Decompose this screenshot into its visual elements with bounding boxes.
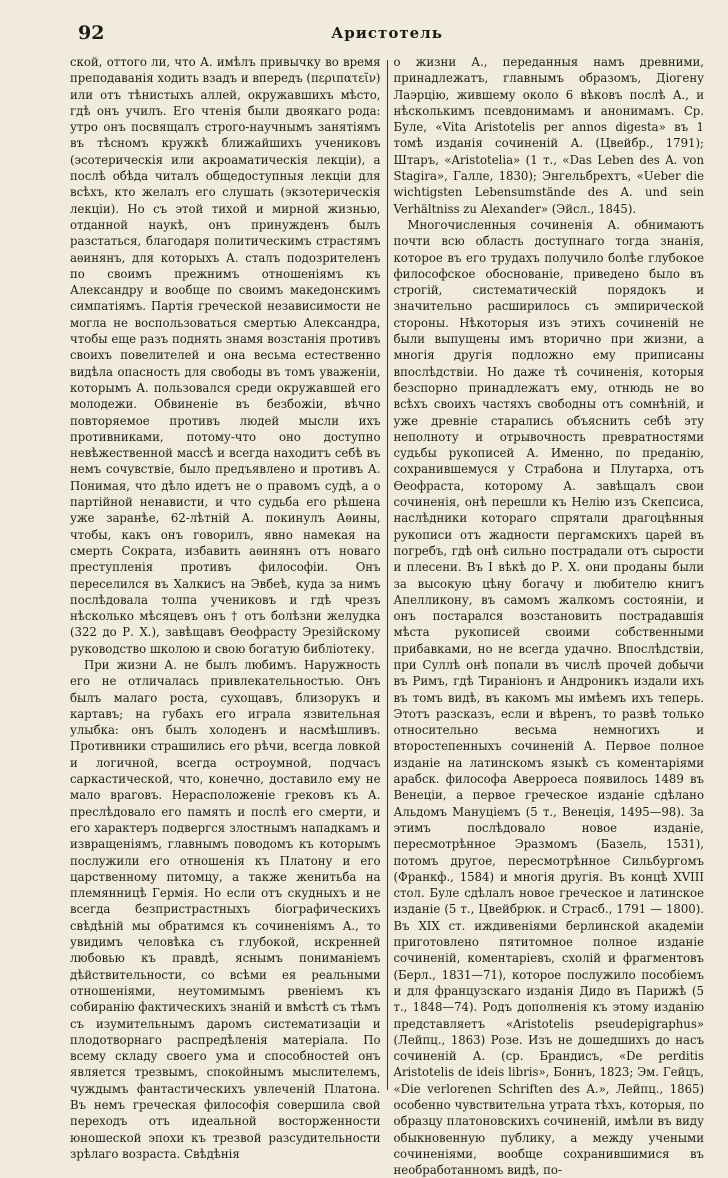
left-column [70, 54, 387, 1161]
right-column [388, 54, 705, 1178]
text-columns [70, 54, 704, 1178]
page-number: 92 [78, 22, 105, 44]
paragraph: При жизни А. не былъ любимъ. Наружность его не отличалась привлекательностью. Онъ былъ малаго роста, сухощавъ, близорукъ и картавъ; на губахъ его играла язвительная улыбка: онъ былъ холоденъ и насмѣшливъ. Противники страшились его рѣчи, всегда ловкой и логичной, всегда остроумной, подчасъ саркастической, что, конечно, доставило ему не мало враговъ. Нерасположеніе грековъ къ А. преслѣдовало его память и послѣ его смерти, и его характеръ подвергся злостнымъ нападкамъ и извращеніямъ, главнымъ поводомъ къ которымъ послужили его отношенія къ Платону и его царственному питомцу, а также женитьба на племянницѣ Гермія. Но если отъ скудныхъ и не всегда безпристрастныхъ біографическихъ свѣдѣній мы обратимся къ сочиненіямъ А., то увидимъ человѣка съ глубокой, искренней любовью къ правдѣ, яснымъ пониманіемъ дѣйствительности, со всѣми ея реальными отношеніями, неутомимымъ рвеніемъ къ собиранію фактическихъ знаній и вмѣстѣ съ тѣмъ съ изумительнымъ даромъ систематизаціи и плодотворнаго распредѣленія матеріала. По всему складу своего ума и способностей онъ является трезвымъ, спокойнымъ мыслителемъ, чуждымъ фантастическихъ увлеченій Платона. Въ немъ греческая философія совершила свой переходъ отъ идеальной восторженности юношеской эпохи къ трезвой разсудительности зрѣлаго возраста. Свѣдѣнія [70, 657, 381, 1161]
page-header [70, 22, 704, 48]
paragraph: о жизни А., переданныя намъ древними, принадлежатъ, главнымъ образомъ, Діогену Лаэрцію, жившему около 6 вѣковъ послѣ А., и нѣсколькимъ псевдонимамъ и анонимамъ. Ср. Буле, «Vita Aristotelis per annos digesta» въ 1 томѣ изданія сочиненій А. (Цвейбр., 1791); Штаръ, «Aristotelia» (1 т., «Das Leben des A. von Stagira», Галле, 1830); Энгельбрехтъ, «Ueber die wichtigsten Lebensumstände des A. und sein Verhältniss zu Alexander» (Эйсл., 1845). [393, 55, 704, 216]
running-title: Аристотель [331, 24, 443, 42]
paragraph: Многочисленныя сочиненія А. обнимаютъ почти всю область доступнаго тогда знанія, которое въ его трудахъ получило болѣе глубокое философское обоснованіе, приведено было въ строгій, систематическій порядокъ и значительно расширилось съ эмпирической стороны. Нѣкоторыя изъ этихъ сочиненій не были выпущены имъ вторично при жизни, а многія другія подложно ему приписаны впослѣдствіи. Но даже тѣ сочиненія, которыя безспорно принадлежатъ ему, отнюдь не во всѣхъ своихъ частяхъ свободны отъ сомнѣній, и уже древніе старались объяснить себѣ эту неполноту и отрывочность превратностями судьбы рукописей А. Именно, по преданію, сохранившемуся у Страбона и Плутарха, отъ Ѳеофраста, которому А. завѣщалъ свои сочиненія, онѣ перешли къ Нелію изъ Скепсиса, наслѣдники котораго спрятали драгоцѣнныя рукописи отъ жадности пергамскихъ царей въ погребъ, гдѣ онѣ сильно пострадали отъ сырости и плесени. Въ I вѣкѣ до Р. Х. они проданы были за высокую цѣну богачу и любителю книгъ Апелликону, въ самомъ жалкомъ состояніи, и онъ постарался возстановить пострадавшія мѣста рукописей своими собственными прибавками, но не всегда удачно. Впослѣдствіи, при Суллѣ онѣ попали въ числѣ прочей добычи въ Римъ, гдѣ Тираніонъ и Андроникъ издали ихъ въ томъ видѣ, въ какомъ мы имѣемъ ихъ теперь. Этотъ разсказъ, если и вѣренъ, то развѣ только относительно весьма немногихъ и второстепенныхъ сочиненій А. Первое полное изданіе на латинскомъ языкѣ съ коментаріями арабск. философа Аверроеса появилось 1489 въ Венеціи, а первое греческое изданіе сдѣлано Альдомъ Мануціемъ (5 т., Венеція, 1495—98). За этимъ послѣдовало новое изданіе, пересмотрѣнное Эразмомъ (Базель, 1531), потомъ другое, пересмотрѣнное Сильбургомъ (Франкф., 1584) и многія другія. Въ концѣ XVIII стол. Буле сдѣлалъ новое греческое и латинское изданіе (5 т., Цвейбрюк. и Страсб., 1791 — 1800). Въ XIX ст. иждивеніями берлинской академіи приготовлено пятитомное полное изданіе сочиненій, коментаріевъ, схолій и фрагментовъ (Берл., 1831—71), которое послужило пособіемъ и для французскаго изданія Дидо въ Парижѣ (5 т., 1848—74). Родъ дополненія къ этому изданію представляетъ «Aristotelis pseudepigraphus» (Лейпц., 1863) Розе. Изъ не дошедшихъ до насъ сочиненій А. (ср. Брандисъ, «De perditis Aristotelis de ideis libris», Боннъ, 1823; Эм. Гейцъ, «Die verlorenen Schriften des A.», Лейпц., 1865) особенно чувствительна утрата тѣхъ, которыя, по образцу платоновскихъ сочиненій, имѣли въ виду обыкновенную публику, а между учеными сочиненіями, вообще сохранившимися въ необработанномъ видѣ, по- [393, 217, 704, 1178]
paragraph: ской, оттого ли, что А. имѣлъ привычку во время преподаванія ходить взадъ и впередъ (περιπατεῖν) или отъ тѣнистыхъ аллей, окружавшихъ мѣсто, гдѣ онъ училъ. Его чтенія были двоякаго рода: утро онъ посвящалъ строго-научнымъ занятіямъ въ тѣсномъ кружкѣ ближайшихъ учениковъ (эсотерическія или акроаматическія лекціи), а послѣ обѣда читалъ общедоступныя лекціи для всѣхъ, кто желалъ его слушать (экзотерическія лекціи). Но съ этой тихой и мирной жизнью, отданной наукѣ, онъ принужденъ былъ разстаться, благодаря политическимъ страстямъ аѳинянъ, для которыхъ А. сталъ подозрителенъ по своимъ прежнимъ отношеніямъ къ Александру и вообще по своимъ македонскимъ симпатіямъ. Партія греческой независимости не могла не воспользоваться смертью Александра, чтобы еще разъ поднять знамя возстанія противъ своихъ повелителей и она весьма естественно видѣла опасность для свободы въ томъ уваженіи, которымъ А. пользовался среди окружавшей его молодежи. Обвиненіе въ безбожіи, вѣчно повторяемое противъ людей мысли ихъ противниками, потому-что оно доступно невѣжественной массѣ и всегда находитъ себѣ въ немъ сочувствіе, было предъявлено и противъ А. Понимая, что дѣло идетъ не о правомъ судѣ, а о партійной ненависти, и что судьба его рѣшена уже заранѣе, 62-лѣтній А. покинулъ Аѳины, чтобы, какъ онъ говорилъ, явно намекая на смерть Сократа, избавить аѳинянъ отъ новаго преступленія противъ философіи. Онъ переселился въ Халкисъ на Эвбеѣ, куда за нимъ послѣдовала толпа учениковъ и гдѣ чрезъ нѣсколько мѣсяцевъ онъ † отъ болѣзни желудка (322 до Р. Х.), завѣщавъ Ѳеофрасту Эрезійскому руководство школою и свою богатую библіотеку. [70, 55, 381, 656]
